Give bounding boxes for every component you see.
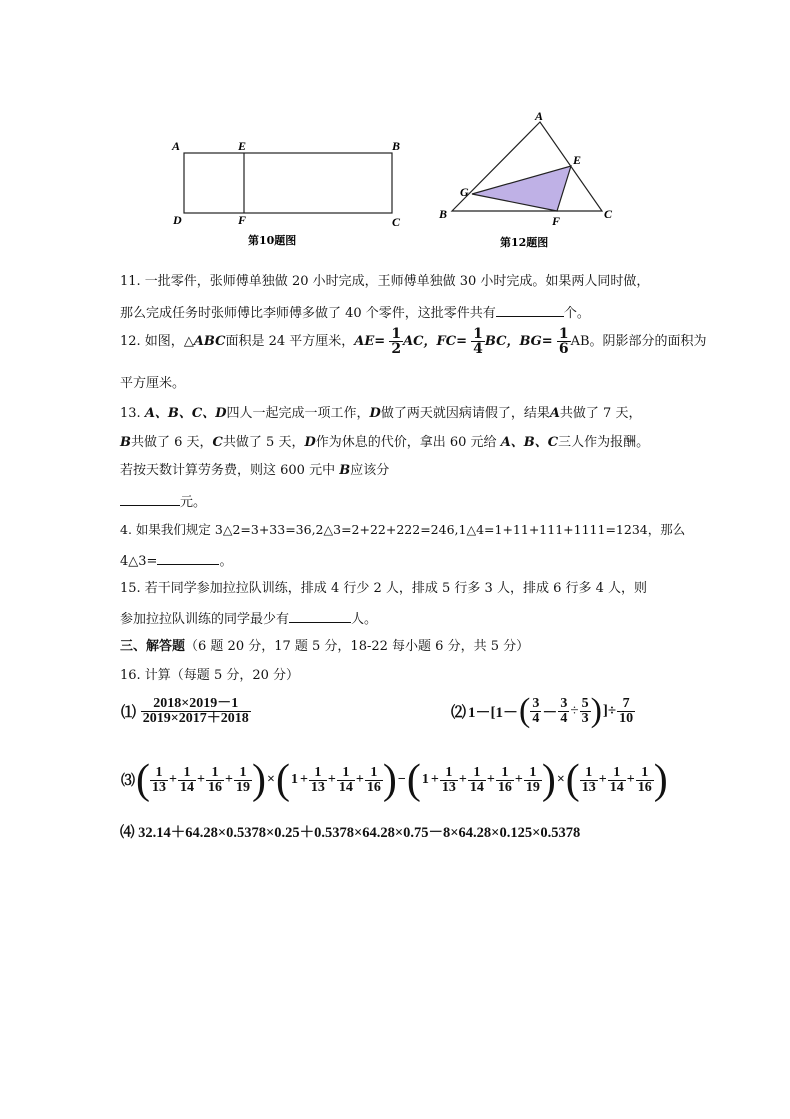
q16-part2: ⑵ 1－[1－( $\frac{3}{4}$ － $\frac{3}{4}$ ÷ $\frac{5}{3}$ )]÷ $\frac{7}{10}$ — [451, 692, 634, 729]
q16-part4: ⑷ 32.14＋64.28×0.5378×0.25＋0.5378×64.28×0.75－8×64.28×0.125×0.5378 — [120, 825, 581, 841]
label-E: E — [573, 153, 582, 167]
q15-line1: 15. 若干同学参加拉拉队训练，排成 4 行少 2 人，排成 5 行多 3 人，排成 6 行多 4 人，则 — [120, 581, 648, 596]
fraction-1-6: $\frac{1}{6}$ — [558, 326, 569, 357]
q16-part3: ⑶( $\frac{1}{13}$ + $\frac{1}{14}$ + $\frac{1}{16}$ + $\frac{1}{19}$ )×(1 + $\frac{1}{13}$ + $\frac{1}{14}$ + $\frac{1}{16}$ )−(1 + $\frac{1}{13}$ + $\frac{1}{14}$ + $\frac{1}{16}$ + $\frac{1}{19}$ )×( $\frac{1}{13}$ + $\frac{1}{14}$ + $\frac{1}{16}$ ) — [121, 757, 668, 803]
label-C: C — [604, 207, 613, 221]
label-B: B — [392, 139, 401, 153]
answer-blank — [289, 608, 351, 623]
fraction-1-2: $\frac{1}{2}$ — [391, 326, 402, 357]
q13-line3: 若按天数计算劳务费，则这 600 元中 B应该分 — [120, 463, 390, 478]
label-D: D — [173, 213, 182, 227]
q12-line2: 平方厘米。 — [120, 376, 186, 391]
label-A: A — [535, 109, 544, 123]
q13-line1: 13. A、B、C、D四人一起完成一项工作，D做了两天就因病请假了，结果A共做了 7 天， — [120, 406, 642, 421]
label-F: F — [238, 213, 247, 227]
label-C: C — [392, 215, 401, 229]
figure-12-caption: 第12题图 — [500, 236, 549, 249]
answer-blank — [157, 550, 219, 565]
q16-part1: ⑴ $\frac{2018\times 2019-1}{2019\times 2017+2018}$ — [121, 696, 249, 726]
section-3-header: 三、解答题（6 题 20 分，17 题 5 分，18-22 每小题 6 分，共 5 分） — [120, 639, 530, 654]
q16-title: 16. 计算（每题 5 分，20 分） — [120, 668, 300, 683]
label-E: E — [238, 139, 247, 153]
q12-line1: 12. 如图，△ABC面积是 24 平方厘米，AE= $\frac{1}{2}$ AC，FC= $\frac{1}{4}$ BC，BG= $\frac{1}{6}$ AB。阴影部分的面积为 — [120, 326, 707, 357]
figure-10-caption: 第10题图 — [248, 234, 297, 247]
fraction-1-4: $\frac{1}{4}$ — [473, 326, 483, 357]
figure-10 — [160, 128, 420, 253]
q11-line1: 11. 一批零件，张师傅单独做 20 小时完成，王师傅单独做 30 小时完成。如果两人同时做， — [120, 274, 650, 289]
q14-line1: 4. 如果我们规定 3△2=3+33=36,2△3=2+22+222=246,1△4=1+11+111+1111=1234，那么 — [120, 522, 686, 537]
label-G: G — [460, 185, 469, 199]
q13-line2: B共做了 6 天，C共做了 5 天，D作为休息的代价，拿出 60 元给 A、B、C三人作为报酬。 — [120, 435, 650, 450]
q15-line2: 参加拉拉队训练的同学最少有 人。 — [120, 608, 377, 630]
shaded-triangle — [472, 166, 571, 211]
figure-12 — [430, 108, 620, 253]
label-F: F — [552, 214, 561, 228]
answer-blank — [120, 491, 180, 506]
answer-blank — [496, 302, 564, 317]
q14-line2: 4△3= 。 — [120, 550, 232, 572]
q13-line4: 元。 — [120, 491, 206, 513]
label-A: A — [172, 139, 181, 153]
label-B: B — [439, 207, 448, 221]
q11-line2: 那么完成任务时张师傅比李师傅多做了 40 个零件，这批零件共有 个。 — [120, 302, 590, 324]
